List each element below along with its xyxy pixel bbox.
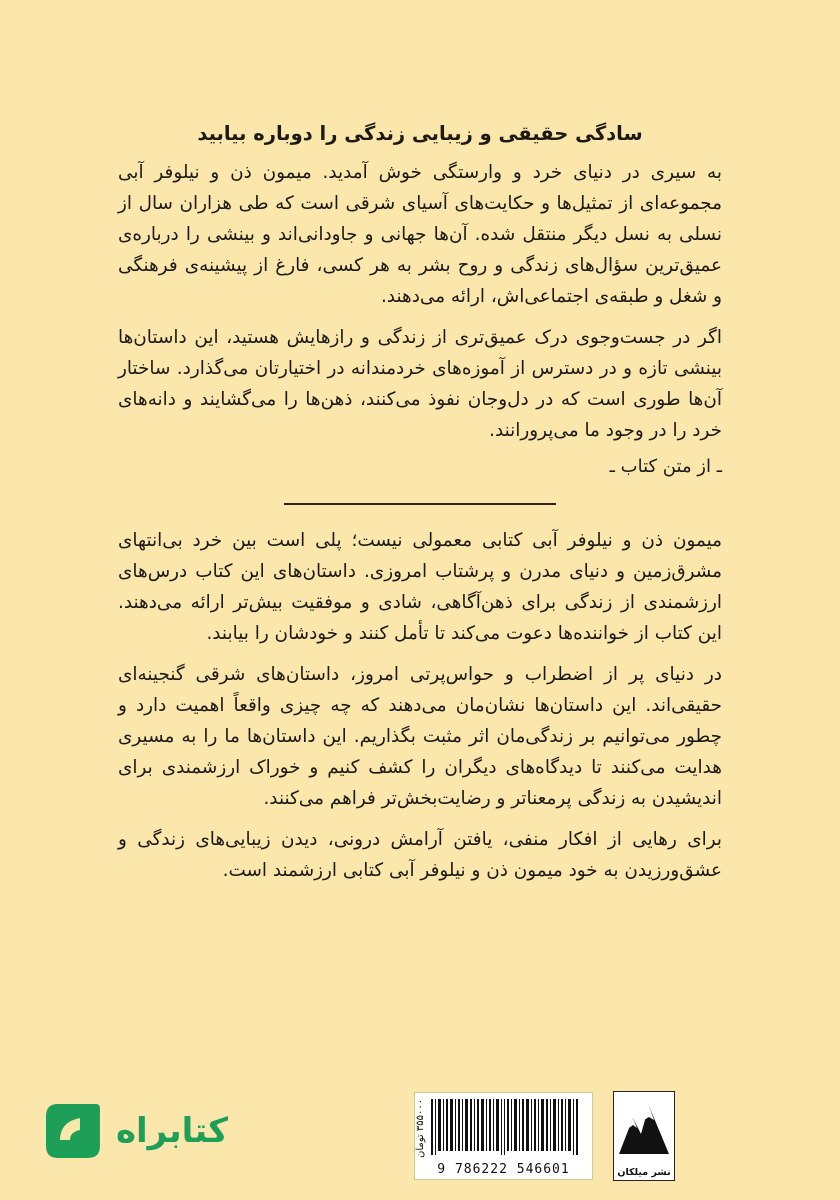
page-title: سادگی حقیقی و زیبایی زندگی را دوباره بیابید (197, 122, 643, 145)
barcode-bars (429, 1099, 579, 1155)
body-paragraph-2: در دنیای پر از اضطراب و حواس‌پرتی امروز، داستان‌های شرقی گنجینه‌ای حقیقی‌اند. این داستان‌ها نشان‌مان می‌دهند که چه چیزی واقعاً اهمیت دارد و چطور می‌توانیم بر زندگی‌مان اثر مثبت بگذاریم. این داستان‌ها ما را به مسیری هدایت می‌کنند تا دیدگاه‌های دیگران را کشف کنیم و خوراک ارزشمندی برای اندیشیدن به زندگی پرمعناتر و رضایت‌بخش‌تر فراهم می‌کنند. (118, 664, 722, 809)
body-paragraph-3: برای رهایی از افکار منفی، یافتن آرامش درونی، دیدن زیبایی‌های زندگی و عشق‌ورزیدن به خود میمون ذن و نیلوفر آبی کتابی ارزشمند است. (118, 829, 722, 881)
ketabrah-leaf-icon (38, 1096, 108, 1166)
publisher-name: نشر میلکان (617, 1167, 671, 1178)
intro-paragraph-1: به سیری در دنیای خرد و وارستگی خوش آمدید. میمون ذن و نیلوفر آبی مجموعه‌ای از تمثیل‌ها و حکایت‌های آسیای شرقی است که طی هزاران سال از نسلی به نسل دیگر منتقل شده. آن‌ها جهانی و جاودانی‌اند و بینشی را درباره‌ی عمیق‌ترین سؤال‌های زندگی و روح بشر به هر کسی، فارغ از پیشینه‌ی فرهنگی و شغل و طبقه‌ی اجتماعی‌اش، ارائه می‌دهند. (118, 162, 722, 307)
logo-text: کتابراه (115, 1111, 228, 1151)
source-note: ـ از متن کتاب ـ (609, 456, 722, 477)
price-label: ۳۵۵۰۰۰ تومان (415, 1099, 426, 1159)
barcode (414, 1092, 593, 1180)
body-paragraph-1: میمون ذن و نیلوفر آبی کتابی معمولی نیست؛ پلی است بین خرد بی‌انتهای مشرق‌زمین و دنیای مدرن و پرشتاب امروزی. داستان‌های این کتاب درس‌های ارزشمندی از زندگی برای ذهن‌آگاهی، شادی و موفقیت بیش‌تر ارائه می‌دهند. این کتاب از خواننده‌ها دعوت می‌کند تا تأمل کنند و خودشان را بیابند. (118, 530, 722, 644)
divider (284, 503, 556, 505)
isbn-digits: 9 786222 546601 (437, 1162, 570, 1177)
intro-paragraph-2: اگر در جست‌وجوی درک عمیق‌تری از زندگی و رازهایش هستید، این داستان‌ها بینشی تازه و در دسترس از آموزه‌های خردمندانه در اختیارتان می‌گذارد. ساختار آن‌ها طوری است که در دل‌وجان نفوذ می‌کنند، ذهن‌ها را می‌گشایند و دانه‌های خرد را در وجود ما می‌پرورانند. (118, 327, 722, 441)
back-cover-text (118, 122, 722, 896)
ketabrah-logo (38, 1096, 228, 1166)
mountains-icon (617, 1098, 671, 1158)
publisher-logo (613, 1091, 675, 1181)
